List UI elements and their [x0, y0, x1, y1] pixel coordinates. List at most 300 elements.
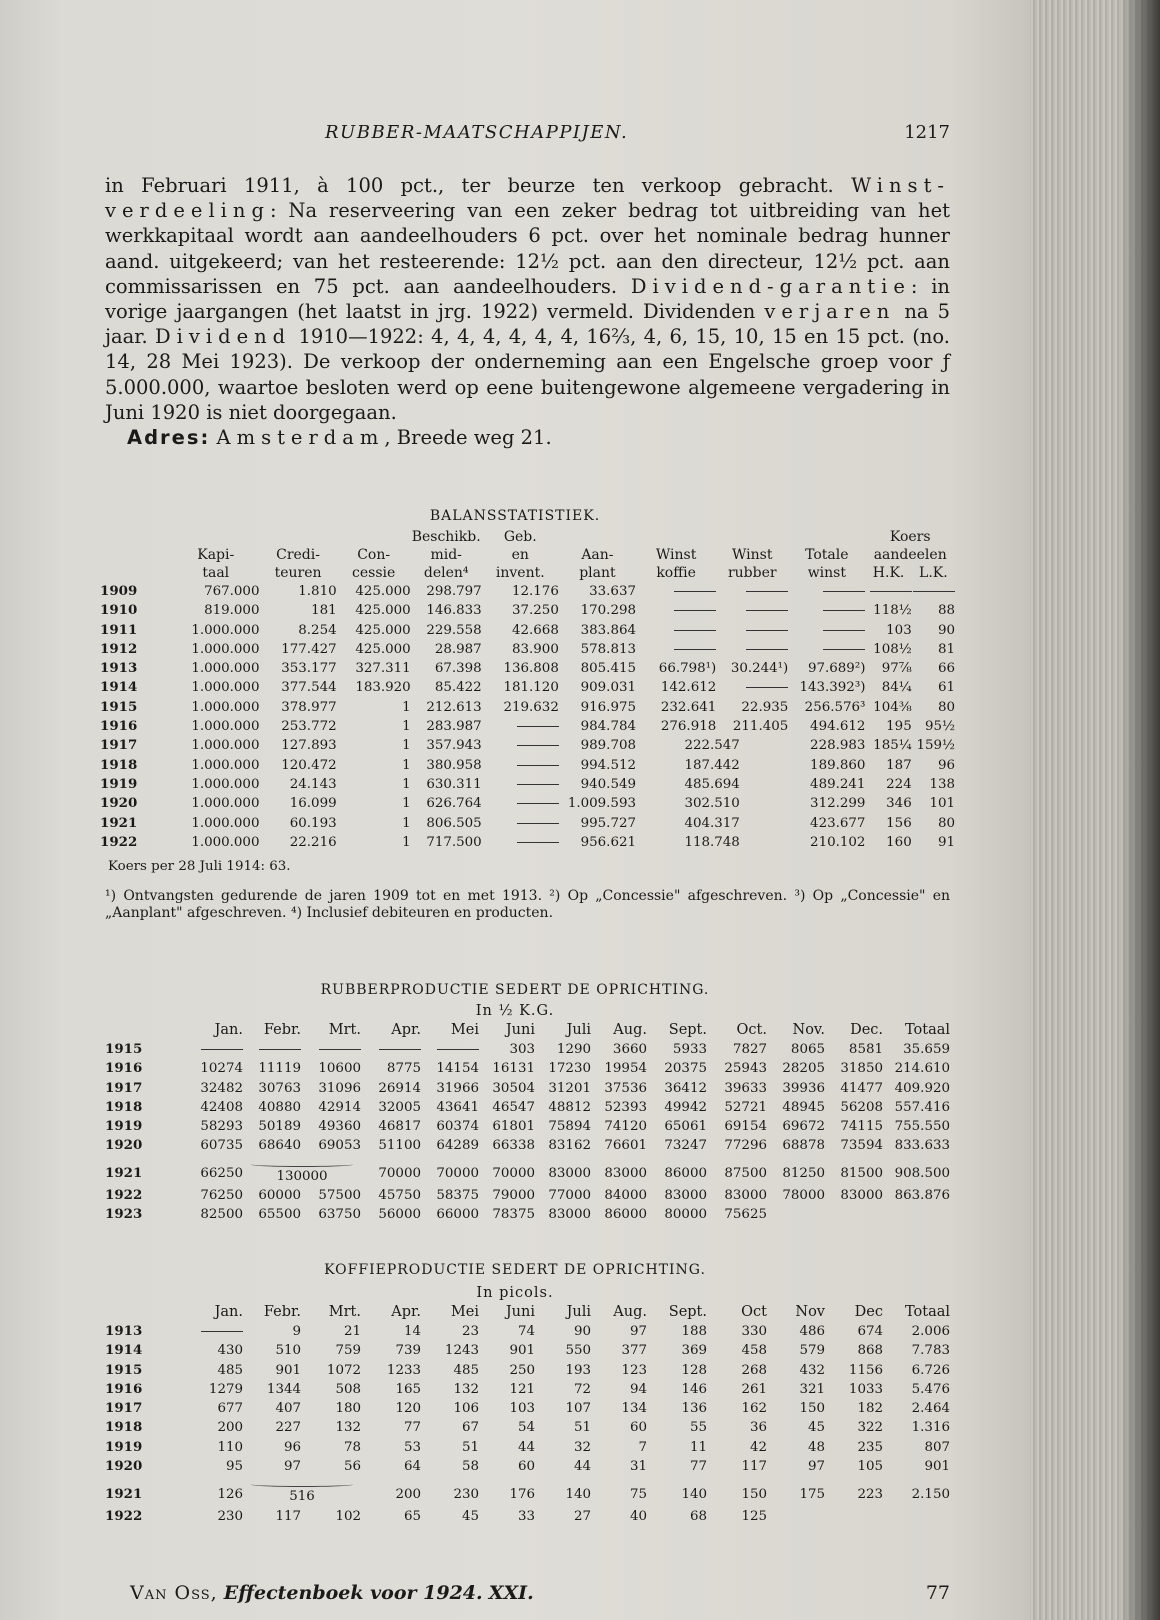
column-header: Nov — [795, 1304, 825, 1320]
balans-header-row — [100, 528, 955, 546]
data-cell: 70000 — [492, 1166, 535, 1182]
data-cell: 195 — [886, 719, 912, 735]
data-cell: 1.000.000 — [191, 641, 260, 657]
column-header: Juli — [566, 1022, 591, 1038]
data-cell: 833.633 — [894, 1138, 950, 1154]
data-cell: 1.000.000 — [191, 661, 260, 677]
page-header — [130, 120, 950, 150]
data-cell: 187.442 — [684, 757, 740, 773]
table-row — [100, 756, 955, 775]
data-cell: 717.500 — [426, 834, 482, 850]
column-header: Mrt. — [328, 1022, 361, 1038]
data-cell: 58 — [461, 1459, 479, 1475]
footer-title: Effectenboek voor 1924. — [223, 1582, 483, 1604]
data-cell: 146.833 — [426, 603, 482, 619]
table-row — [105, 1117, 950, 1136]
data-cell: 150 — [741, 1486, 767, 1502]
data-cell: 268 — [741, 1362, 767, 1378]
data-cell: 66000 — [436, 1207, 479, 1223]
data-cell: 160 — [886, 834, 912, 850]
data-cell: 27 — [573, 1508, 591, 1524]
koffie-unit: In picols. — [476, 1285, 554, 1301]
data-cell: 494.612 — [810, 719, 866, 735]
data-cell: 180 — [335, 1401, 361, 1417]
data-cell: 767.000 — [204, 584, 260, 599]
data-cell: 1156 — [848, 1362, 883, 1378]
data-cell: 200 — [217, 1420, 243, 1436]
adres-label: Adres: — [127, 426, 211, 450]
data-cell: 69154 — [724, 1119, 767, 1135]
adres-city: Amsterdam — [216, 426, 385, 450]
data-cell: 65 — [403, 1508, 421, 1524]
data-cell: 80000 — [664, 1207, 707, 1223]
data-cell: 49360 — [318, 1119, 361, 1135]
data-cell: 19954 — [604, 1061, 647, 1077]
data-cell: 11 — [689, 1439, 707, 1455]
balans-header-cell: H.K. — [872, 565, 905, 581]
data-cell: 118.748 — [684, 834, 740, 850]
data-cell: 96 — [283, 1439, 301, 1455]
data-cell: 283.987 — [426, 719, 482, 735]
table-row — [105, 1186, 950, 1205]
data-cell: 1233 — [386, 1362, 421, 1378]
data-cell: 36412 — [664, 1080, 707, 1096]
column-header — [105, 1302, 177, 1322]
table-row — [100, 621, 955, 640]
data-cell: 48945 — [782, 1099, 825, 1115]
data-cell: 219.632 — [503, 699, 559, 715]
data-cell: 1072 — [326, 1362, 361, 1378]
data-cell: 74 — [517, 1324, 535, 1339]
balans-header-cell: Credi- — [276, 547, 320, 563]
data-cell: 81250 — [782, 1166, 825, 1182]
term-dividend: Dividend — [154, 325, 292, 349]
data-cell: 1.000.000 — [191, 719, 260, 735]
text-run: : Na reserveering van een zeker bedrag tot uitbreiding van het werkkapitaal wordt aan aandeelhouders 6 pct. over het nominale bedrag hunner aand. uitgekeerd; van het resteerende: 12½ pct. aan den directeur, 12½ pct. aan commissarissen en 75 pct. aan aandeelhouders. — [105, 199, 950, 298]
data-cell: 200 — [395, 1486, 421, 1502]
data-cell: 330 — [741, 1324, 767, 1339]
balans-header-cell: teuren — [274, 565, 322, 581]
data-cell: 909.031 — [580, 680, 636, 696]
data-cell: 83000 — [604, 1166, 647, 1182]
data-cell — [482, 794, 559, 813]
data-cell: 41477 — [840, 1080, 883, 1096]
data-cell — [865, 582, 911, 601]
data-cell: 96 — [937, 757, 955, 773]
data-cell: 56208 — [840, 1099, 883, 1115]
year-cell: 1915 — [105, 1361, 143, 1378]
brace-mark — [251, 1162, 353, 1167]
data-cell: 84000 — [604, 1188, 647, 1204]
dash-mark — [437, 1049, 479, 1050]
data-cell: 162 — [741, 1401, 767, 1417]
data-cell — [767, 1205, 825, 1224]
data-cell: 56 — [343, 1459, 361, 1475]
data-cell — [421, 1040, 479, 1059]
data-cell: 485 — [217, 1362, 243, 1378]
data-cell: 121 — [509, 1381, 535, 1397]
year-cell: 1914 — [100, 679, 138, 696]
data-cell: 78375 — [492, 1207, 535, 1223]
data-cell: 8581 — [848, 1042, 883, 1057]
data-cell — [301, 1040, 361, 1059]
data-cell: 60374 — [436, 1119, 479, 1135]
data-cell: 79000 — [492, 1188, 535, 1204]
table-row-merged — [105, 1476, 950, 1506]
data-cell: 212.613 — [426, 699, 482, 715]
data-cell: 42 — [749, 1439, 767, 1455]
dash-mark — [517, 765, 559, 766]
column-header: Apr. — [391, 1022, 421, 1038]
data-cell — [482, 717, 559, 736]
table-row — [100, 640, 955, 659]
data-cell: 227 — [275, 1420, 301, 1436]
data-cell: 175 — [799, 1486, 825, 1502]
data-cell: 7827 — [732, 1042, 767, 1057]
data-cell: 677 — [217, 1401, 243, 1417]
table-row — [100, 582, 955, 601]
balans-header-cell: L.K. — [919, 565, 948, 581]
table-row — [105, 1205, 950, 1224]
dash-mark — [823, 610, 865, 611]
balans-header-cell — [172, 528, 259, 546]
data-cell: 10600 — [318, 1061, 361, 1077]
data-cell: 36 — [749, 1420, 767, 1436]
data-cell: 102 — [335, 1508, 361, 1524]
data-cell: 32 — [573, 1439, 591, 1455]
data-cell: 97 — [283, 1459, 301, 1475]
data-cell: 916.975 — [580, 699, 636, 715]
data-cell: 626.764 — [426, 796, 482, 812]
column-header: Sept. — [668, 1022, 707, 1038]
balans-header-cell: rubber — [727, 565, 777, 581]
data-cell: 30763 — [258, 1080, 301, 1096]
column-header: Oct — [741, 1304, 767, 1320]
column-header: Sept. — [668, 1304, 707, 1320]
footer-author: Van Oss, — [130, 1582, 218, 1604]
data-cell: 557.416 — [894, 1099, 950, 1115]
table-row — [105, 1040, 950, 1059]
data-cell: 353.177 — [281, 661, 337, 677]
koffie-title: KOFFIEPRODUCTIE SEDERT DE OPRICHTING. — [324, 1262, 706, 1278]
data-cell: 759 — [335, 1343, 361, 1359]
data-cell: 989.708 — [580, 738, 636, 754]
data-cell: 126 — [217, 1486, 243, 1502]
dash-mark — [674, 610, 716, 611]
data-cell: 14 — [403, 1324, 421, 1339]
table-row — [100, 659, 955, 678]
data-cell: 24.143 — [289, 776, 337, 792]
text-run: : in vorige jaargangen (het laatst in jrg. 1922) vermeld. Dividenden — [105, 274, 950, 324]
data-cell: 83000 — [548, 1207, 591, 1223]
balans-header-cell — [259, 528, 336, 546]
data-cell: 70000 — [436, 1166, 479, 1182]
data-cell: 21 — [343, 1324, 361, 1339]
year-cell: 1923 — [105, 1206, 143, 1223]
data-cell: 176 — [509, 1486, 535, 1502]
data-cell: 486 — [799, 1324, 825, 1339]
rubber-header-row — [105, 1020, 950, 1040]
year-cell: 1921 — [105, 1485, 143, 1502]
data-cell: 377.544 — [281, 680, 337, 696]
data-cell: 253.772 — [281, 719, 337, 735]
data-cell: 61 — [937, 680, 955, 696]
data-cell: 64 — [403, 1459, 421, 1475]
data-cell: 901 — [509, 1343, 535, 1359]
data-cell: 95½ — [924, 719, 955, 735]
data-cell: 28205 — [782, 1061, 825, 1077]
data-cell: 8065 — [790, 1042, 825, 1057]
table-row-merged — [105, 1156, 950, 1186]
balans-header-cell: Winst — [655, 547, 697, 563]
year-cell: 1917 — [105, 1400, 143, 1417]
data-cell: 70000 — [378, 1166, 421, 1182]
data-cell: 508 — [335, 1381, 361, 1397]
balans-header-cell: Kapi- — [197, 547, 235, 563]
data-cell: 104⅜ — [873, 699, 912, 715]
data-cell: 901 — [275, 1362, 301, 1378]
balans-header-cell: Beschikb. — [411, 529, 481, 545]
data-cell: 1.000.000 — [191, 796, 260, 812]
rubber-unit: In ½ K.G. — [475, 1003, 555, 1019]
balans-header-cell — [788, 528, 865, 546]
data-cell: 51100 — [378, 1138, 421, 1154]
table-row — [105, 1457, 950, 1476]
data-cell: 380.958 — [426, 757, 482, 773]
year-cell: 1919 — [105, 1438, 143, 1455]
data-cell: 42408 — [200, 1099, 243, 1115]
balans-title: BALANSSTATISTIEK. — [429, 508, 601, 524]
data-cell: 143.392³) — [799, 680, 866, 696]
year-cell: 1921 — [100, 814, 138, 831]
year-cell: 1910 — [100, 602, 138, 619]
data-cell: 101 — [929, 796, 955, 812]
dash-mark — [913, 591, 955, 592]
column-header: Totaal — [904, 1022, 950, 1038]
year-cell: 1912 — [100, 640, 138, 657]
data-cell: 183.920 — [355, 680, 411, 696]
year-cell: 1915 — [100, 698, 138, 715]
data-cell: 223 — [857, 1486, 883, 1502]
data-cell: 83000 — [840, 1188, 883, 1204]
data-cell: 1.000.000 — [191, 699, 260, 715]
data-cell: 68640 — [258, 1138, 301, 1154]
data-cell — [716, 621, 788, 640]
data-cell: 52721 — [724, 1099, 767, 1115]
data-cell: 189.860 — [810, 757, 866, 773]
balans-header-cell — [100, 564, 172, 582]
data-cell: 1.810 — [298, 584, 337, 599]
year-cell: 1922 — [100, 833, 138, 850]
data-cell: 60 — [517, 1459, 535, 1475]
data-cell: 378.977 — [281, 699, 337, 715]
table-row — [105, 1136, 950, 1155]
data-cell: 14154 — [436, 1061, 479, 1077]
data-cell: 327.311 — [355, 661, 411, 677]
year-cell: 1918 — [105, 1098, 143, 1115]
data-cell: 159½ — [916, 738, 955, 754]
data-cell: 31 — [629, 1459, 647, 1475]
data-cell — [482, 833, 559, 852]
data-cell: 10274 — [200, 1061, 243, 1077]
data-cell: 485 — [453, 1362, 479, 1378]
data-cell: 80 — [937, 699, 955, 715]
data-cell: 40 — [629, 1508, 647, 1524]
data-cell: 60735 — [200, 1138, 243, 1154]
data-cell: 57500 — [318, 1188, 361, 1204]
data-cell: 83162 — [548, 1138, 591, 1154]
data-cell: 8775 — [386, 1061, 421, 1077]
balans-header-cell: Con- — [357, 547, 391, 563]
balans-table — [100, 528, 955, 852]
data-cell: 46547 — [492, 1099, 535, 1115]
data-cell: 75625 — [724, 1207, 767, 1223]
year-cell: 1915 — [105, 1041, 143, 1057]
data-cell: 77 — [403, 1420, 421, 1436]
data-cell: 1.000.000 — [191, 680, 260, 696]
column-header: Aug. — [613, 1304, 647, 1320]
data-cell: 74115 — [840, 1119, 883, 1135]
data-cell: 28.987 — [434, 641, 482, 657]
balans-header-row — [100, 564, 955, 582]
data-cell: 42914 — [318, 1099, 361, 1115]
dash-mark — [517, 803, 559, 804]
table-row — [105, 1098, 950, 1117]
dash-mark — [746, 687, 788, 688]
year-cell: 1922 — [105, 1507, 143, 1524]
data-cell: 48812 — [548, 1099, 591, 1115]
data-cell: 1 — [402, 719, 411, 735]
year-cell: 1914 — [105, 1342, 143, 1359]
data-cell — [636, 640, 716, 659]
data-cell: 83000 — [548, 1166, 591, 1182]
data-cell: 32005 — [378, 1099, 421, 1115]
data-cell: 63750 — [318, 1207, 361, 1223]
year-cell: 1913 — [100, 660, 138, 677]
data-cell: 755.550 — [894, 1119, 950, 1135]
rubber-table — [105, 1020, 950, 1225]
footer-volume: XXI. — [488, 1582, 534, 1604]
balans-header-cell: winst — [807, 565, 846, 581]
year-cell: 1918 — [105, 1419, 143, 1436]
data-cell: 994.512 — [580, 757, 636, 773]
data-cell: 425.000 — [355, 641, 411, 657]
data-cell: 31850 — [840, 1061, 883, 1077]
data-cell: 58293 — [200, 1119, 243, 1135]
table-row — [100, 814, 955, 833]
data-cell: 49942 — [664, 1099, 707, 1115]
data-cell: 187 — [886, 757, 912, 773]
dash-mark — [259, 1049, 301, 1050]
data-cell: 940.549 — [580, 776, 636, 792]
data-cell: 1 — [402, 834, 411, 850]
year-cell: 1919 — [105, 1118, 143, 1135]
data-cell: 66 — [937, 661, 955, 677]
data-cell: 1 — [402, 738, 411, 754]
balans-header-cell — [100, 528, 172, 546]
data-cell — [482, 814, 559, 833]
text-run: 1910—1922: 4, 4, 4, 4, 4, 4, 16⅔, 4, 6, 15, 10, 15 en 15 pct. (no. 14, 28 Mei 1923). De verkoop der onderneming aan een Engelsche groep voor ƒ 5.000.000, waartoe besloten werd op eene buitengewone algemeene vergadering in Juni 1920 is niet doorgegaan. — [105, 325, 950, 424]
data-cell: 60000 — [258, 1188, 301, 1204]
year-cell: 1921 — [105, 1165, 143, 1182]
data-cell — [177, 1040, 243, 1059]
data-cell: 3660 — [612, 1042, 647, 1057]
data-cell — [636, 621, 716, 640]
table-row — [105, 1507, 950, 1526]
data-cell: 908.500 — [894, 1166, 950, 1182]
data-cell — [788, 601, 865, 620]
data-cell: 404.317 — [684, 815, 740, 831]
data-cell: 9 — [292, 1324, 301, 1339]
data-cell: 68 — [689, 1508, 707, 1524]
koffie-table — [105, 1302, 950, 1526]
table-row — [100, 775, 955, 794]
year-cell: 1917 — [100, 737, 138, 754]
data-cell: 182 — [857, 1401, 883, 1417]
data-cell: 901 — [924, 1459, 950, 1475]
year-cell: 1919 — [100, 775, 138, 792]
data-cell: 53 — [403, 1439, 421, 1455]
year-cell: 1920 — [105, 1137, 143, 1154]
merged-cell — [243, 1156, 361, 1186]
column-header: Aug. — [613, 1022, 647, 1038]
data-cell: 69672 — [782, 1119, 825, 1135]
data-cell: 7 — [638, 1439, 647, 1455]
data-cell: 8.254 — [298, 622, 337, 638]
dash-mark — [870, 591, 912, 592]
data-cell: 83.900 — [511, 641, 559, 657]
data-cell: 45750 — [378, 1188, 421, 1204]
data-cell: 5.476 — [911, 1381, 950, 1397]
data-cell: 78000 — [782, 1188, 825, 1204]
data-cell: 806.505 — [426, 815, 482, 831]
balans-header-cell: Aan- — [581, 547, 614, 563]
data-cell: 85.422 — [434, 680, 482, 696]
data-cell: 458 — [741, 1343, 767, 1359]
dash-mark — [746, 649, 788, 650]
data-cell: 31966 — [436, 1080, 479, 1096]
data-cell: 188 — [681, 1324, 707, 1339]
data-cell: 984.784 — [580, 719, 636, 735]
data-cell: 73247 — [664, 1138, 707, 1154]
data-cell: 68878 — [782, 1138, 825, 1154]
data-cell: 489.241 — [810, 776, 866, 792]
data-cell: 54 — [517, 1420, 535, 1436]
data-cell: 106 — [453, 1401, 479, 1417]
data-cell: 510 — [275, 1343, 301, 1359]
data-cell: 81 — [937, 641, 955, 657]
balans-header-cell: mid- — [430, 547, 462, 563]
data-cell: 26914 — [378, 1080, 421, 1096]
data-cell — [716, 640, 788, 659]
merged-value: 516 — [289, 1489, 315, 1505]
data-cell: 136.808 — [503, 661, 559, 677]
term-verjaren: verjaren — [764, 300, 896, 324]
data-cell — [788, 582, 865, 601]
data-cell: 90 — [573, 1324, 591, 1339]
data-cell: 91 — [937, 834, 955, 850]
table-row — [100, 717, 955, 736]
data-cell: 55 — [689, 1420, 707, 1436]
table-row — [105, 1380, 950, 1399]
data-cell: 12.176 — [511, 584, 559, 599]
data-cell: 230 — [217, 1508, 243, 1524]
data-cell: 214.610 — [894, 1061, 950, 1077]
data-cell: 56000 — [378, 1207, 421, 1223]
data-cell: 1.000.000 — [191, 815, 260, 831]
data-cell: 674 — [857, 1324, 883, 1339]
data-cell: 117 — [275, 1508, 301, 1524]
